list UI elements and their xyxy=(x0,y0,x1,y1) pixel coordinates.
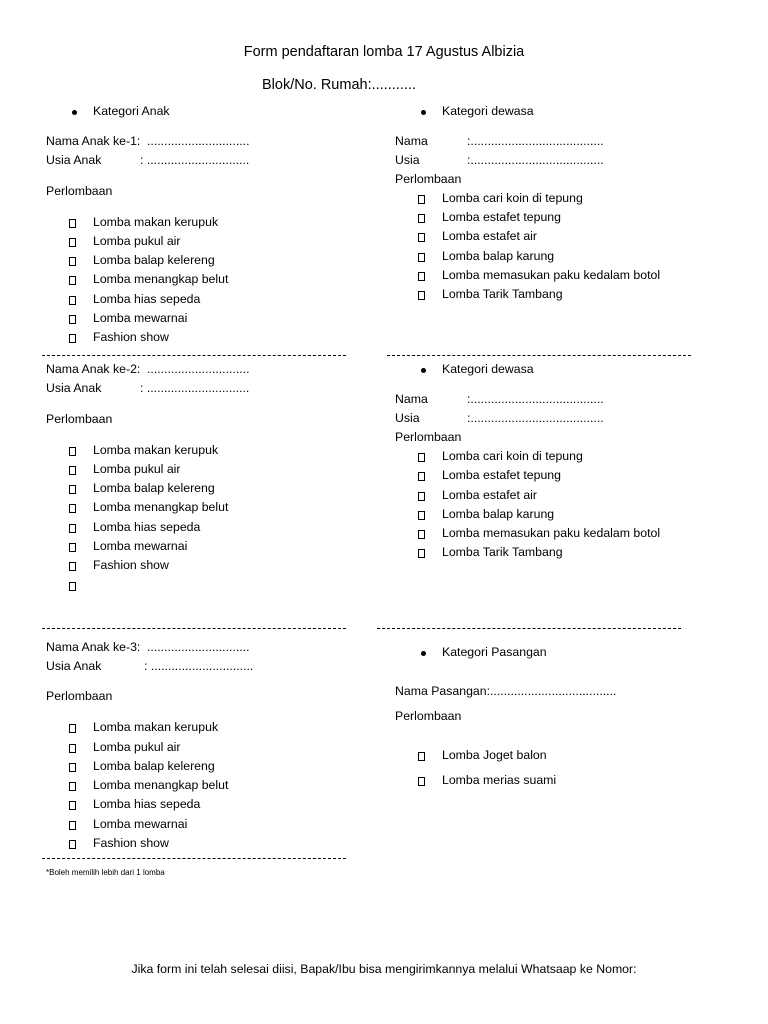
checkbox[interactable] xyxy=(418,777,425,786)
cut-line-divider xyxy=(42,858,346,859)
competition-option-label: Lomba balap kelereng xyxy=(93,253,215,267)
competition-option-label: Lomba hias sepeda xyxy=(93,292,201,306)
competition-option-label: Lomba estafet air xyxy=(442,229,538,243)
cut-line-divider xyxy=(42,355,346,356)
checkbox[interactable] xyxy=(418,472,425,481)
competition-option-label: Lomba balap kelereng xyxy=(93,481,215,495)
child-3-perlombaan-label: Perlombaan xyxy=(46,689,113,703)
competition-option-label: Lomba estafet tepung xyxy=(442,210,561,224)
bullet-icon xyxy=(421,110,426,115)
competition-option-label: Lomba hias sepeda xyxy=(93,520,201,534)
adult-2-perlombaan-label: Perlombaan xyxy=(395,430,462,444)
checkbox[interactable] xyxy=(418,549,425,558)
adult-1-name-label: Nama xyxy=(395,134,428,148)
child-1-name-label: Nama Anak ke-1: xyxy=(46,134,141,148)
checkbox[interactable] xyxy=(69,763,76,772)
competition-option-label: Lomba mewarnai xyxy=(93,817,188,831)
cut-line-divider xyxy=(387,355,691,356)
child-2-perlombaan-label: Perlombaan xyxy=(46,412,113,426)
child-1-age-field[interactable]: : .............................. xyxy=(140,153,250,167)
checkbox[interactable] xyxy=(418,272,425,281)
competition-option-label: Fashion show xyxy=(93,836,169,850)
child-3-age-label: Usia Anak xyxy=(46,659,102,673)
category-dewasa-heading: Kategori dewasa xyxy=(442,104,534,118)
competition-option-label: Lomba pukul air xyxy=(93,234,181,248)
competition-option-label: Lomba estafet air xyxy=(442,488,538,502)
competition-option-label: Lomba memasukan paku kedalam botol xyxy=(442,268,661,282)
competition-option-label: Lomba balap kelereng xyxy=(93,759,215,773)
adult-2-name-field[interactable]: :....................................... xyxy=(467,392,604,406)
checkbox[interactable] xyxy=(69,801,76,810)
checkbox[interactable] xyxy=(418,530,425,539)
checkbox[interactable] xyxy=(69,724,76,733)
checkbox[interactable] xyxy=(69,744,76,753)
competition-option-label: Lomba menangkap belut xyxy=(93,272,229,286)
house-number-field[interactable]: Blok/No. Rumah:........... xyxy=(262,77,416,93)
competition-option-label: Fashion show xyxy=(93,558,169,572)
checkbox[interactable] xyxy=(69,466,76,475)
child-2-age-label: Usia Anak xyxy=(46,381,102,395)
checkbox[interactable] xyxy=(69,296,76,305)
competition-option-label: Lomba merias suami xyxy=(442,773,557,787)
checkbox[interactable] xyxy=(69,219,76,228)
checkbox[interactable] xyxy=(418,453,425,462)
child-2-name-label: Nama Anak ke-2: xyxy=(46,362,141,376)
checkbox[interactable] xyxy=(418,214,425,223)
competition-option-label: Lomba estafet tepung xyxy=(442,468,561,482)
competition-option-label: Lomba cari koin di tepung xyxy=(442,449,583,463)
checkbox[interactable] xyxy=(69,562,76,571)
competition-option-label: Lomba mewarnai xyxy=(93,539,188,553)
category-pasangan-heading: Kategori Pasangan xyxy=(442,645,547,659)
category-dewasa-heading: Kategori dewasa xyxy=(442,362,534,376)
competition-option-label: Lomba makan kerupuk xyxy=(93,443,219,457)
checkbox[interactable] xyxy=(69,334,76,343)
competition-option-label: Lomba balap karung xyxy=(442,507,555,521)
checkbox[interactable] xyxy=(418,752,425,761)
checkbox[interactable] xyxy=(418,233,425,242)
checkbox[interactable] xyxy=(418,253,425,262)
competition-option-label: Lomba Joget balon xyxy=(442,748,547,762)
adult-2-age-field[interactable]: :....................................... xyxy=(467,411,604,425)
footer-instruction: Jika form ini telah selesai diisi, Bapak/Ibu bisa mengirimkannya melalui Whatsaap ke Nomor: xyxy=(131,962,637,976)
checkbox[interactable] xyxy=(418,511,425,520)
checkbox[interactable] xyxy=(69,582,76,591)
competition-option-label: Lomba memasukan paku kedalam botol xyxy=(442,526,661,540)
competition-option-label: Lomba balap karung xyxy=(442,249,555,263)
child-3-name-label: Nama Anak ke-3: xyxy=(46,640,141,654)
adult-1-age-field[interactable]: :....................................... xyxy=(467,153,604,167)
competition-option-label: Lomba pukul air xyxy=(93,462,181,476)
competition-option-label: Fashion show xyxy=(93,330,169,344)
checkbox[interactable] xyxy=(69,276,76,285)
adult-2-name-label: Nama xyxy=(395,392,428,406)
checkbox[interactable] xyxy=(418,291,425,300)
competition-option-label: Lomba Tarik Tambang xyxy=(442,287,563,301)
checkbox[interactable] xyxy=(69,524,76,533)
competition-option-label: Lomba mewarnai xyxy=(93,311,188,325)
child-1-perlombaan-label: Perlombaan xyxy=(46,184,113,198)
competition-option-label: Lomba menangkap belut xyxy=(93,500,229,514)
child-3-name-field[interactable]: .............................. xyxy=(147,640,250,654)
competition-option-label: Lomba Tarik Tambang xyxy=(442,545,563,559)
couple-name-field[interactable]: ..................................... xyxy=(490,684,617,698)
child-1-name-field[interactable]: .............................. xyxy=(147,134,250,148)
category-anak-heading: Kategori Anak xyxy=(93,104,170,118)
bullet-icon xyxy=(421,651,426,656)
checkbox[interactable] xyxy=(69,315,76,324)
checkbox[interactable] xyxy=(69,840,76,849)
checkbox[interactable] xyxy=(69,257,76,266)
child-1-age-label: Usia Anak xyxy=(46,153,102,167)
cut-line-divider xyxy=(42,628,346,629)
checkbox[interactable] xyxy=(69,543,76,552)
bullet-icon xyxy=(421,368,426,373)
bullet-icon xyxy=(72,110,77,115)
cut-line-divider xyxy=(377,628,681,629)
adult-1-perlombaan-label: Perlombaan xyxy=(395,172,462,186)
checkbox[interactable] xyxy=(69,485,76,494)
checkbox[interactable] xyxy=(418,492,425,501)
child-2-name-field[interactable]: .............................. xyxy=(147,362,250,376)
competition-option-label: Lomba hias sepeda xyxy=(93,797,201,811)
couple-name-label: Nama Pasangan: xyxy=(395,684,491,698)
checkbox[interactable] xyxy=(69,504,76,513)
child-3-age-field[interactable]: : .............................. xyxy=(144,659,254,673)
checkbox[interactable] xyxy=(69,447,76,456)
child-2-age-field[interactable]: : .............................. xyxy=(140,381,250,395)
competition-option-label: Lomba makan kerupuk xyxy=(93,215,219,229)
checkbox[interactable] xyxy=(69,782,76,791)
adult-1-age-label: Usia xyxy=(395,153,420,167)
multi-select-note: *Boleh memilih lebih dari 1 lomba xyxy=(46,868,165,877)
adult-1-name-field[interactable]: :....................................... xyxy=(467,134,604,148)
competition-option-label: Lomba makan kerupuk xyxy=(93,720,219,734)
competition-option-label: Lomba pukul air xyxy=(93,740,181,754)
competition-option-label: Lomba cari koin di tepung xyxy=(442,191,583,205)
couple-perlombaan-label: Perlombaan xyxy=(395,709,462,723)
checkbox[interactable] xyxy=(69,821,76,830)
form-title: Form pendaftaran lomba 17 Agustus Albizia xyxy=(243,44,525,60)
checkbox[interactable] xyxy=(418,195,425,204)
adult-2-age-label: Usia xyxy=(395,411,420,425)
checkbox[interactable] xyxy=(69,238,76,247)
competition-option-label: Lomba menangkap belut xyxy=(93,778,229,792)
